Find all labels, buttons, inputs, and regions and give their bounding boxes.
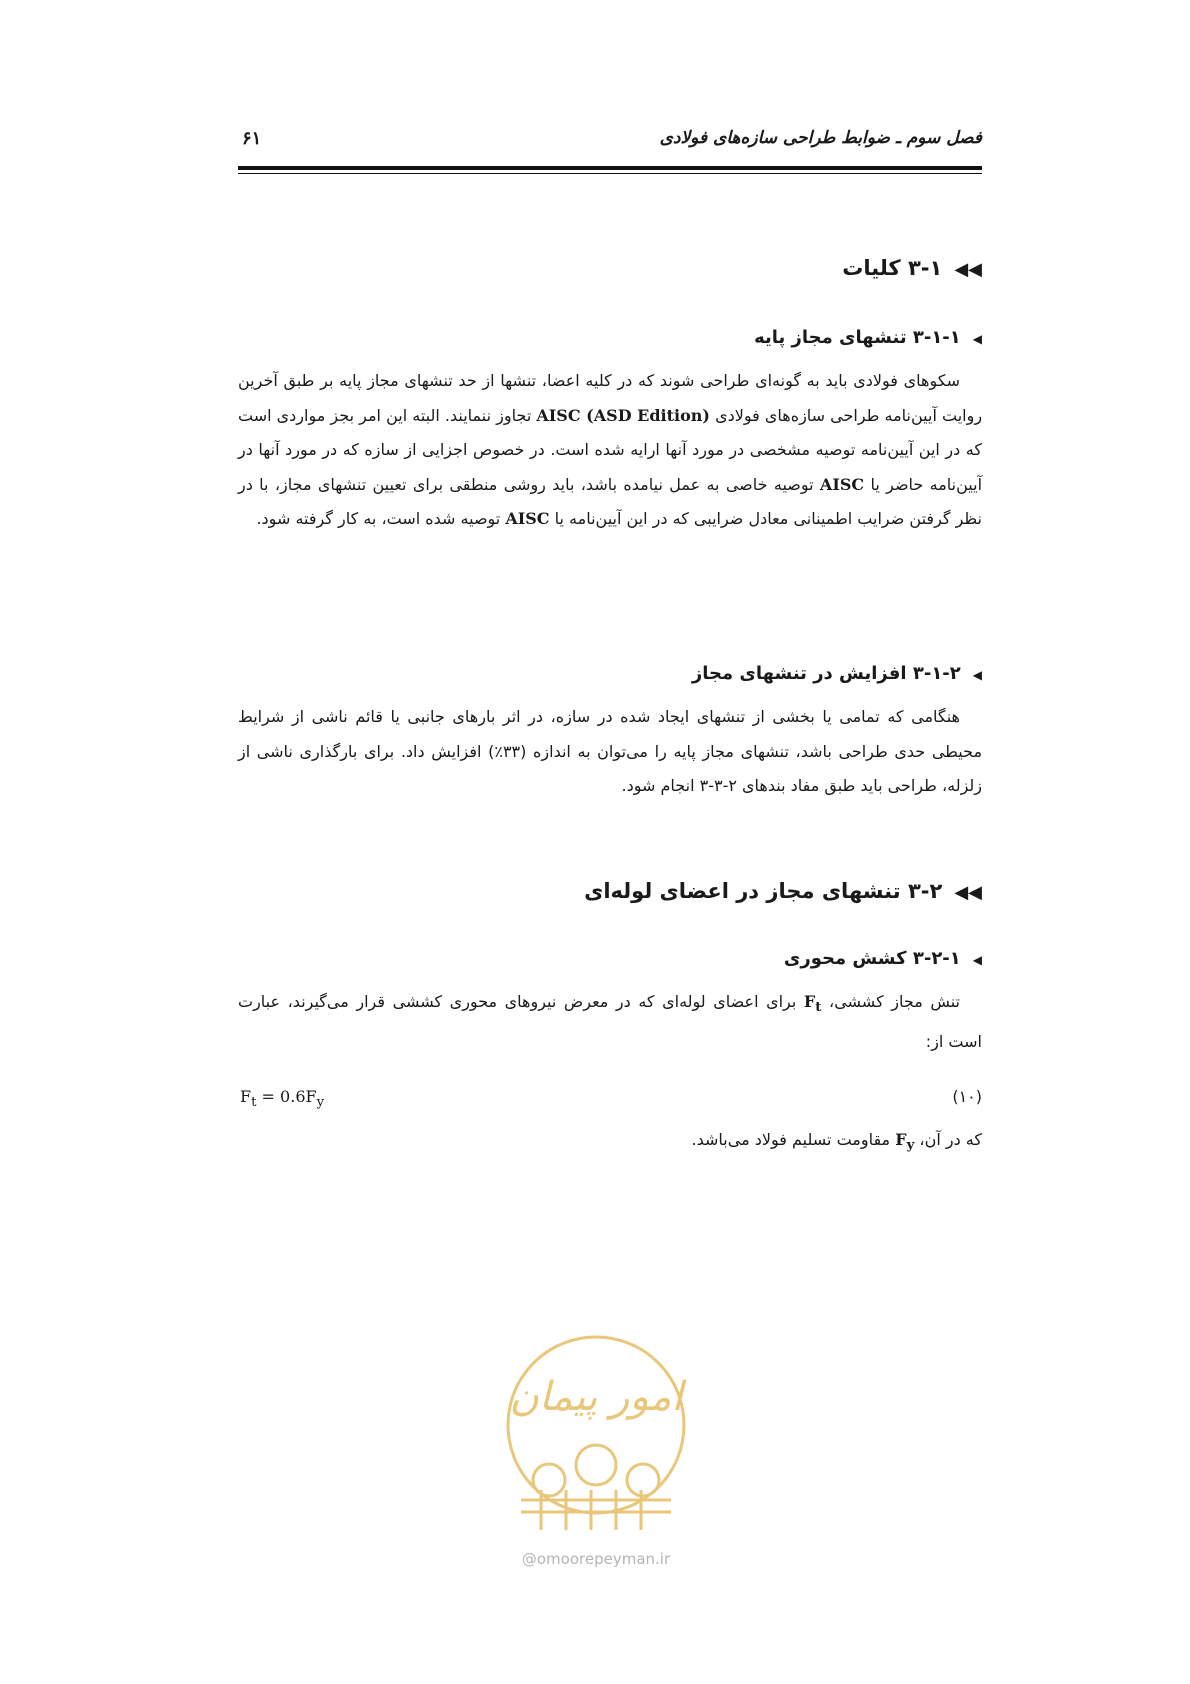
page-header — [238, 124, 982, 164]
watermark-site: @omoorepeyman.ir — [521, 1550, 671, 1568]
paragraph-3-1-2: هنگامی که تمامی یا بخشی از تنشهای ایجاد شده در سازه، در اثر بارهای جانبی یا قائم ناشی از شرایط محیطی حدی طراحی باشد، تنشهای مجاز پایه را می‌توان به اندازه (۳۳٪) افزایش داد. برای بارگذاری ناشی از زلزله، طراحی باید طبق مفاد بندهای ۲-۳-۳ انجام شود. — [238, 707, 983, 796]
watermark-logo — [491, 1330, 701, 1540]
equation-number: (۱۰) — [952, 1087, 982, 1106]
equation-formula: $F_t = 0.6F_y$ — [240, 1087, 325, 1111]
section-heading-3-2: ◀◀۳-۲ تنشهای مجاز در اعضای لوله‌ای — [584, 879, 982, 903]
subsection-heading-3-1-2: ◀۳-۱-۲ افزایش در تنشهای مجاز — [691, 663, 982, 684]
header-rule-thick — [238, 166, 982, 170]
page-number: ۶۱ — [242, 128, 262, 149]
double-chevron-icon: ◀◀ — [954, 882, 982, 903]
triangle-bullet-icon: ◀ — [972, 953, 982, 967]
paragraph-3-1-1: سکوهای فولادی باید به گونه‌ای طراحی شوند که در کلیه اعضا، تنشها از حد تنشهای مجاز پایه بر طبق آخرین روایت آیین‌نامه طراحی سازه‌های فولادی AISC (ASD Edition) تجاوز ننمایند. البته این امر بجز مواردی است که در این آیین‌نامه توصیه مشخصی در مورد آنها ارایه شده است. در خصوص اجزایی از سازه که در مورد آنها در آیین‌نامه حاضر یا AISC توصیه خاصی به عمل نیامده باشد، باید روشی منطقی برای تعیین تنشهای مجاز، با در نظر گرفتن ضرایب اطمینانی معادل ضرایبی که در این آیین‌نامه یا AISC توصیه شده است، به کار گرفته شود. — [238, 371, 983, 529]
equation-note: که در آن، $F_y$ مقاومت تسلیم فولاد می‌باشد. — [691, 1130, 982, 1154]
subsection-heading-3-2-1: ◀۳-۲-۱ کشش محوری — [783, 948, 982, 969]
header-rule-thin — [238, 173, 982, 174]
at-icon: @ — [521, 1550, 537, 1568]
double-chevron-icon: ◀◀ — [954, 259, 982, 280]
section-heading-3-1: ◀◀۳-۱ کلیات — [842, 256, 982, 280]
symbol-ft: $F_t$ — [803, 992, 822, 1016]
triangle-bullet-icon: ◀ — [972, 668, 982, 682]
aisc-reference: AISC — [819, 474, 865, 494]
watermark-logo-text: امور پیمان — [509, 1374, 683, 1420]
triangle-bullet-icon: ◀ — [972, 332, 982, 346]
chapter-title: فصل سوم ـ ضوابط طراحی سازه‌های فولادی — [659, 128, 982, 148]
aisc-reference: AISC — [505, 509, 550, 529]
symbol-fy: $F_y$ — [895, 1130, 915, 1154]
equation-10 — [238, 1087, 982, 1113]
paragraph-3-2-1: تنش مجاز کششی، $F_t$ برای اعضای لوله‌ای که در معرض نیروهای محوری کششی قرار می‌گیرند، عبارت است از: — [238, 992, 982, 1051]
subsection-heading-3-1-1: ◀۳-۱-۱ تنشهای مجاز پایه — [754, 327, 982, 348]
aisc-asd-reference: AISC (ASD Edition) — [536, 405, 710, 425]
